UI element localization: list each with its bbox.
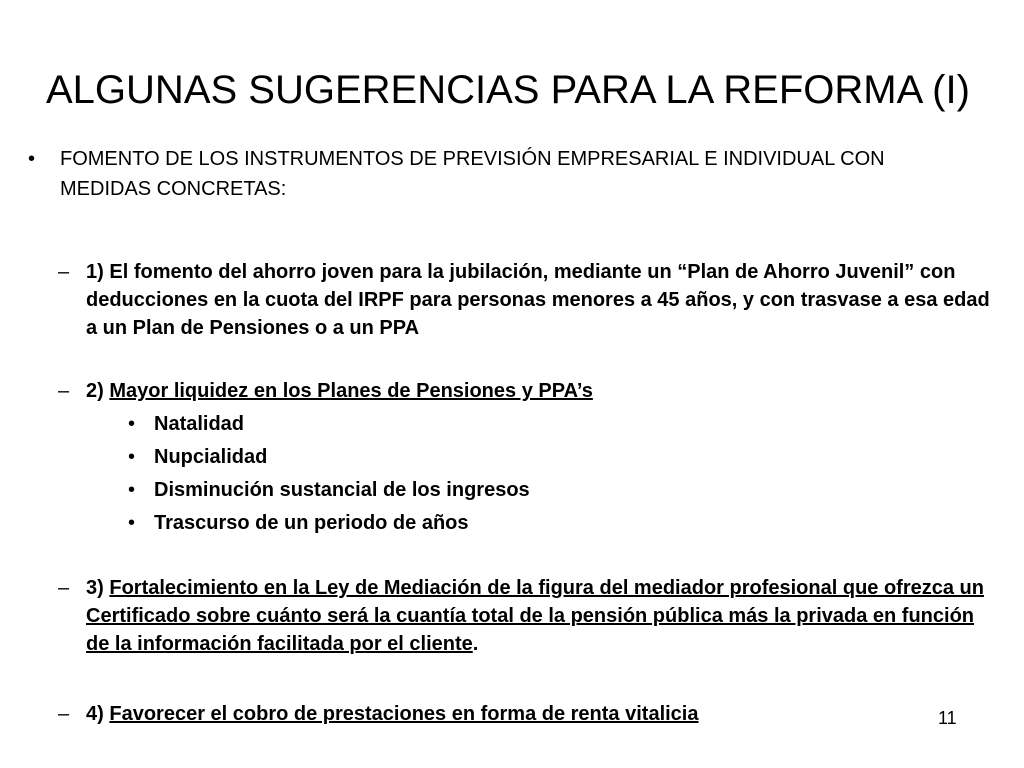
subitem-text: Nupcialidad: [154, 446, 268, 468]
bullet-icon: •: [128, 479, 136, 501]
subitem-text: Disminución sustancial de los ingresos: [154, 479, 530, 501]
dash-icon: –: [58, 261, 70, 283]
bullet-icon: •: [128, 512, 136, 534]
dash-icon: –: [58, 577, 70, 599]
bullet-icon: •: [128, 446, 136, 468]
slide-title: ALGUNAS SUGERENCIAS PARA LA REFORMA (I): [46, 68, 970, 112]
item-1-number: 1): [86, 261, 104, 283]
item-4-text: Favorecer el cobro de prestaciones en forma de renta vitalicia: [109, 703, 699, 725]
item-1-text: El fomento del ahorro joven para la jubilación, mediante un “Plan de Ahorro Juvenil” con deducciones en la cuota del IRPF para personas menores a 45 años, y con trasvase a esa edad a un Plan de Pensiones o a un PPA: [86, 261, 990, 339]
subitem-text: Trascurso de un periodo de años: [154, 512, 469, 534]
dash-icon: –: [58, 703, 70, 725]
item-4-number: 4): [86, 703, 104, 725]
dash-icon: –: [58, 380, 70, 402]
subitem-text: Natalidad: [154, 413, 245, 435]
item-4-content: [86, 700, 1001, 728]
main-point-text: FOMENTO DE LOS INSTRUMENTOS DE PREVISIÓN EMPRESARIAL E INDIVIDUAL CON MEDIDAS CONCRETAS:: [60, 148, 885, 200]
bullet-icon: •: [28, 148, 36, 170]
item-3-suffix: .: [472, 633, 479, 655]
item-2-content: [86, 377, 1001, 405]
page-number: 11: [938, 708, 957, 728]
item-1-content: [86, 258, 1001, 342]
item-2-text: Mayor liquidez en los Planes de Pensiones y PPA’s: [109, 380, 593, 402]
item-3-content: [86, 574, 1001, 658]
bullet-icon: •: [128, 413, 136, 435]
item-3-number: 3): [86, 577, 104, 599]
item-3-text: Fortalecimiento en la Ley de Mediación de la figura del mediador profesional que ofrezca un Certificado sobre cuánto será la cuantía total de la pensión pública más la privada en función de la información facilitada por el cliente: [86, 577, 984, 655]
item-2-number: 2): [86, 380, 104, 402]
